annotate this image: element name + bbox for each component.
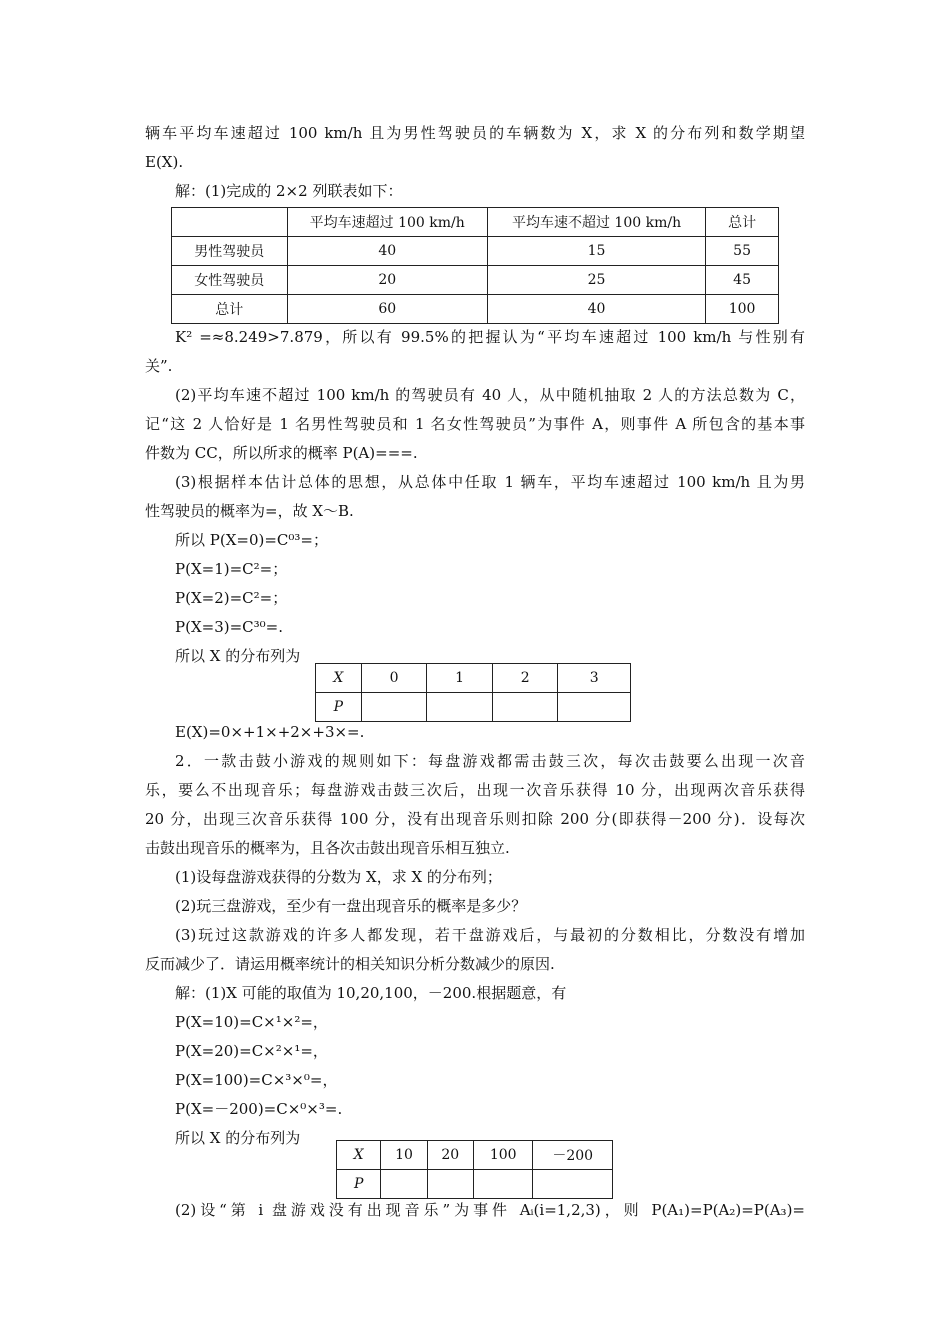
table-row bbox=[316, 664, 631, 693]
table-cell: 40 bbox=[287, 237, 487, 266]
table-cell: 20 bbox=[427, 1141, 473, 1170]
text-line: P(X=20)=C×²×¹=， bbox=[175, 1042, 328, 1060]
table-cell: 100 bbox=[473, 1141, 532, 1170]
table-row bbox=[337, 1141, 613, 1170]
table-cell: 平均车速超过 100 km/h bbox=[287, 208, 487, 237]
table-cell: 总计 bbox=[172, 295, 288, 324]
table-cell: 25 bbox=[487, 266, 705, 295]
table-row bbox=[172, 237, 779, 266]
text-line: 解：(1)X 可能的取值为 10,20,100，－200.根据题意，有 bbox=[175, 984, 567, 1002]
text-line: K² =≈8.249>7.879，所以有 99.5%的把握认为“平均车速超过 100 km/h 与性别有 bbox=[175, 328, 805, 346]
table-cell: 女性驾驶员 bbox=[172, 266, 288, 295]
table-cell: －200 bbox=[533, 1141, 613, 1170]
text-line: (1)设每盘游戏获得的分数为 X，求 X 的分布列； bbox=[175, 868, 502, 886]
table-cell bbox=[558, 693, 631, 722]
table-cell: 40 bbox=[487, 295, 705, 324]
table-cell: X bbox=[316, 664, 362, 693]
table-cell: 0 bbox=[361, 664, 427, 693]
table-header-row bbox=[172, 208, 779, 237]
table-cell: 3 bbox=[558, 664, 631, 693]
text-line: 20 分，出现三次音乐获得 100 分，没有出现音乐则扣除 200 分(即获得－200 分)．设每次 bbox=[145, 810, 805, 828]
text-line: P(X=－200)=C×⁰×³=. bbox=[175, 1100, 343, 1118]
table-cell: 1 bbox=[427, 664, 493, 693]
table-row bbox=[337, 1170, 613, 1199]
table-cell bbox=[492, 693, 558, 722]
table-cell bbox=[533, 1170, 613, 1199]
text-line: P(X=3)=C³⁰=. bbox=[175, 618, 283, 636]
text-line: 2．一款击鼓小游戏的规则如下：每盘游戏都需击鼓三次，每次击鼓要么出现一次音 bbox=[175, 752, 805, 770]
text-line: 所以 P(X=0)=C⁰³=； bbox=[175, 531, 328, 549]
text-line: (3)根据样本估计总体的思想，从总体中任取 1 辆车，平均车速超过 100 km/h 且为男 bbox=[175, 473, 805, 491]
text-line: P(X=10)=C×¹×²=， bbox=[175, 1013, 328, 1031]
table-cell bbox=[427, 693, 493, 722]
contingency-table bbox=[171, 207, 779, 324]
distribution-table-2 bbox=[336, 1140, 613, 1199]
table-cell: 20 bbox=[287, 266, 487, 295]
table-cell: P bbox=[337, 1170, 381, 1199]
text-line: (2)设“第 i 盘游戏没有出现音乐”为事件 Aᵢ(i=1,2,3)，则 P(A₁)=P(A₂)=P(A₃)= bbox=[175, 1201, 805, 1219]
table-cell: P bbox=[316, 693, 362, 722]
text-line: P(X=2)=C²=； bbox=[175, 589, 288, 607]
table-row bbox=[172, 295, 779, 324]
text-line: P(X=1)=C²=； bbox=[175, 560, 288, 578]
table-cell: 总计 bbox=[706, 208, 779, 237]
table-cell: 2 bbox=[492, 664, 558, 693]
text-line: 关”. bbox=[145, 357, 173, 375]
table-cell: 10 bbox=[381, 1141, 427, 1170]
text-line: 反而减少了．请运用概率统计的相关知识分析分数减少的原因. bbox=[145, 955, 555, 973]
text-line: 性驾驶员的概率为=，故 X～B. bbox=[145, 502, 354, 520]
text-line: 解：(1)完成的 2×2 列联表如下： bbox=[175, 182, 403, 200]
table-cell bbox=[172, 208, 288, 237]
text-line: 记“这 2 人恰好是 1 名男性驾驶员和 1 名女性驾驶员”为事件 A，则事件 A 所包含的基本事 bbox=[145, 415, 805, 433]
table-cell: 100 bbox=[706, 295, 779, 324]
text-line: (2)平均车速不超过 100 km/h 的驾驶员有 40 人，从中随机抽取 2 人的方法总数为 C， bbox=[175, 386, 805, 404]
text-line: 击鼓出现音乐的概率为，且各次击鼓出现音乐相互独立. bbox=[145, 839, 510, 857]
text-line: 辆车平均车速超过 100 km/h 且为男性驾驶员的车辆数为 X，求 X 的分布列和数学期望 bbox=[145, 124, 805, 142]
table-row bbox=[316, 693, 631, 722]
table-row bbox=[172, 266, 779, 295]
text-line: (2)玩三盘游戏，至少有一盘出现音乐的概率是多少？ bbox=[175, 897, 527, 915]
text-line: (3)玩过这款游戏的许多人都发现，若干盘游戏后，与最初的分数相比，分数没有增加 bbox=[175, 926, 805, 944]
text-line: E(X)=0×+1×+2×+3×=. bbox=[175, 723, 365, 741]
text-line: 所以 X 的分布列为 bbox=[175, 647, 301, 665]
text-line: P(X=100)=C×³×⁰=， bbox=[175, 1071, 338, 1089]
table-cell: 45 bbox=[706, 266, 779, 295]
text-line: 件数为 CC，所以所求的概率 P(A)===. bbox=[145, 444, 418, 462]
text-line: E(X). bbox=[145, 153, 184, 171]
table-cell bbox=[473, 1170, 532, 1199]
text-line: 所以 X 的分布列为 bbox=[175, 1129, 301, 1147]
table-cell: 男性驾驶员 bbox=[172, 237, 288, 266]
table-cell: 55 bbox=[706, 237, 779, 266]
table-cell: 15 bbox=[487, 237, 705, 266]
table-cell: 60 bbox=[287, 295, 487, 324]
table-cell bbox=[381, 1170, 427, 1199]
text-line: 乐，要么不出现音乐；每盘游戏击鼓三次后，出现一次音乐获得 10 分，出现两次音乐获得 bbox=[145, 781, 805, 799]
distribution-table-1 bbox=[315, 663, 631, 722]
table-cell bbox=[427, 1170, 473, 1199]
table-cell: 平均车速不超过 100 km/h bbox=[487, 208, 705, 237]
table-cell bbox=[361, 693, 427, 722]
table-cell: X bbox=[337, 1141, 381, 1170]
